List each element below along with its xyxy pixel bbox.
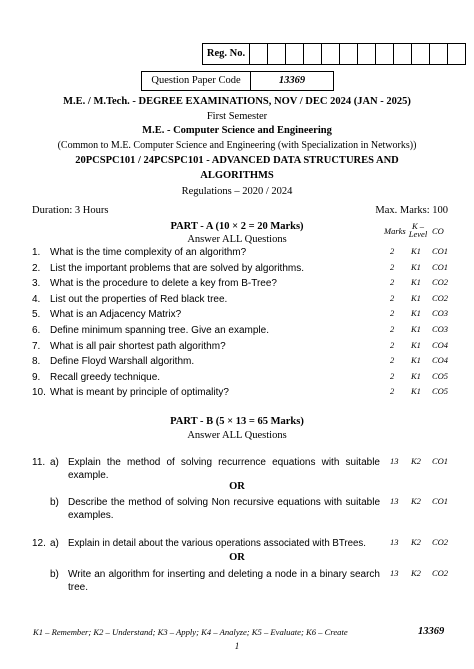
question-12b-label: b) <box>50 569 59 580</box>
question-number: 10. <box>32 387 46 399</box>
reg-no-box <box>202 43 466 65</box>
question-marks: 2 <box>390 261 395 272</box>
question-number: 7. <box>32 340 41 352</box>
question-11b-line2: examples. <box>68 510 114 521</box>
question-marks: 2 <box>390 246 395 256</box>
reg-no-cell <box>430 44 448 64</box>
question-12b-line2: tree. <box>68 582 89 593</box>
duration: Duration: 3 Hours <box>32 205 109 216</box>
question-co: CO5 <box>432 386 449 397</box>
question-co: CO4 <box>432 355 449 366</box>
question-11a-marks: 13 <box>390 456 399 466</box>
question-co: CO5 <box>432 370 449 381</box>
question-klevel: K1 <box>411 308 421 319</box>
part-a-instruction: Answer ALL Questions <box>187 234 287 245</box>
question-text: Define Floyd Warshall algorithm. <box>50 356 195 368</box>
qp-code-label: Question Paper Code <box>142 72 251 90</box>
question-marks: 2 <box>390 277 395 288</box>
question-klevel: K1 <box>411 292 421 303</box>
question-12a-marks: 13 <box>390 537 399 547</box>
question-klevel: K1 <box>411 339 421 350</box>
reg-no-cell <box>268 44 286 64</box>
question-text: List out the properties of Red black tree. <box>50 293 228 305</box>
reg-no-cell <box>394 44 412 64</box>
reg-no-cell <box>250 44 268 64</box>
question-marks: 2 <box>390 339 395 350</box>
question-marks: 2 <box>390 308 395 319</box>
reg-no-cell <box>286 44 304 64</box>
question-11b-marks: 13 <box>390 496 399 506</box>
course-title-line1: 20PCSPC101 / 24PCSPC101 - ADVANCED DATA STRUCTURES AND <box>75 155 399 166</box>
question-12b-klevel: K2 <box>411 568 421 578</box>
question-co: CO2 <box>432 292 449 303</box>
question-text: What is all pair shortest path algorithm? <box>50 340 226 352</box>
question-11a-co: CO1 <box>432 456 449 466</box>
question-text: Recall greedy technique. <box>50 371 161 383</box>
col-co-header: CO <box>432 226 444 236</box>
max-marks: Max. Marks: 100 <box>375 205 448 216</box>
part-b-title: PART - B (5 × 13 = 65 Marks) <box>170 416 304 427</box>
question-number: 1. <box>32 247 41 258</box>
question-klevel: K1 <box>411 386 421 397</box>
question-text: What is an Adjacency Matrix? <box>50 309 182 321</box>
reg-no-cell <box>322 44 340 64</box>
question-marks: 2 <box>390 370 395 381</box>
question-11b-klevel: K2 <box>411 496 421 506</box>
question-number: 6. <box>32 325 41 336</box>
question-12-number: 12. <box>32 538 46 549</box>
question-12b-co: CO2 <box>432 568 449 578</box>
k-level-legend: K1 – Remember; K2 – Understand; K3 – Apply; K4 – Analyze; K5 – Evaluate; K6 – Create <box>33 627 348 637</box>
question-12a-co: CO2 <box>432 537 449 547</box>
question-co: CO4 <box>432 339 449 350</box>
part-b-instruction: Answer ALL Questions <box>187 430 287 441</box>
question-11b-co: CO1 <box>432 496 449 506</box>
question-text: What is the time complexity of an algorithm? <box>50 247 247 258</box>
programme: M.E. - Computer Science and Engineering <box>142 125 332 136</box>
question-11a-label: a) <box>50 457 59 468</box>
common-to: (Common to M.E. Computer Science and Engineering (with Specialization in Networks)) <box>57 140 417 151</box>
reg-no-cell <box>412 44 430 64</box>
regulations: Regulations – 2020 / 2024 <box>181 186 293 197</box>
question-klevel: K1 <box>411 277 421 288</box>
reg-no-cell <box>448 44 465 64</box>
reg-no-cell <box>340 44 358 64</box>
question-number: 8. <box>32 356 41 368</box>
col-marks-header: Marks <box>384 226 406 236</box>
question-text: Define minimum spanning tree. Give an example. <box>50 325 269 336</box>
question-marks: 2 <box>390 324 395 334</box>
question-co: CO3 <box>432 324 449 334</box>
question-co: CO3 <box>432 308 449 319</box>
question-11a-klevel: K2 <box>411 456 421 466</box>
question-marks: 2 <box>390 386 395 397</box>
or-separator: OR <box>229 552 245 563</box>
question-klevel: K1 <box>411 355 421 366</box>
question-klevel: K1 <box>411 324 421 334</box>
question-klevel: K1 <box>411 261 421 272</box>
question-text: What is meant by principle of optimality? <box>50 387 229 399</box>
question-co: CO1 <box>432 246 449 256</box>
question-11b-label: b) <box>50 497 59 508</box>
footer-paper-code: 13369 <box>418 626 445 637</box>
question-co: CO2 <box>432 277 449 288</box>
qp-code-value: 13369 <box>278 75 306 86</box>
reg-no-cell <box>358 44 376 64</box>
question-klevel: K1 <box>411 370 421 381</box>
reg-no-cell <box>304 44 322 64</box>
question-co: CO1 <box>432 261 449 272</box>
question-12a-line1: Explain in detail about the various operations associated with BTrees. <box>68 538 366 549</box>
question-marks: 2 <box>390 292 395 303</box>
question-12b-marks: 13 <box>390 568 399 578</box>
question-12a-klevel: K2 <box>411 537 421 547</box>
exam-title: M.E. / M.Tech. - DEGREE EXAMINATIONS, NOV / DEC 2024 (JAN - 2025) <box>63 96 411 107</box>
col-klevel-header: K – Level <box>408 221 428 239</box>
question-klevel: K1 <box>411 246 421 256</box>
question-text: List the important problems that are solved by algorithms. <box>50 262 305 274</box>
question-paper-code-box <box>141 71 334 91</box>
course-title-line2: ALGORITHMS <box>200 170 274 181</box>
question-number: 3. <box>32 278 41 290</box>
page-number: 1 <box>234 641 240 651</box>
question-marks: 2 <box>390 355 395 366</box>
question-number: 9. <box>32 371 41 383</box>
question-11a-line1: Explain the method of solving recurrence equations with suitable <box>68 457 380 468</box>
question-12a-label: a) <box>50 538 59 549</box>
part-a-title: PART - A (10 × 2 = 20 Marks) <box>170 221 304 232</box>
reg-no-cell <box>376 44 394 64</box>
question-number: 5. <box>32 309 41 321</box>
question-number: 2. <box>32 262 41 274</box>
question-11a-line2: example. <box>68 470 109 481</box>
semester: First Semester <box>206 111 268 122</box>
reg-no-label: Reg. No. <box>203 44 250 64</box>
or-separator: OR <box>229 481 245 492</box>
question-12b-line1: Write an algorithm for inserting and deleting a node in a binary search <box>68 569 380 580</box>
question-11-number: 11. <box>32 457 46 468</box>
question-11b-line1: Describe the method of solving Non recursive equations with suitable <box>68 497 380 508</box>
question-number: 4. <box>32 293 41 305</box>
question-text: What is the procedure to delete a key from B-Tree? <box>50 278 277 290</box>
